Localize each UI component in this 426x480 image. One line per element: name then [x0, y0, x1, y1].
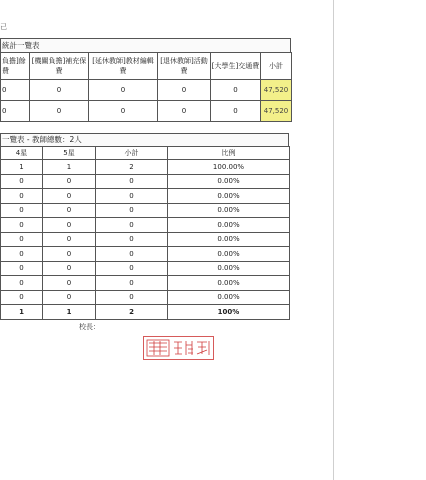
teacher-total-cell: 1 [1, 305, 43, 320]
teacher-cell: 1 [1, 160, 43, 175]
teacher-cell: 1 [43, 160, 96, 175]
teacher-total-cell: 100% [168, 305, 290, 320]
teacher-cell: 0.00% [168, 290, 290, 305]
summary-header: [退休教師]活動費 [158, 53, 211, 80]
teacher-cell: 100.00% [168, 160, 290, 175]
teacher-total-cell: 2 [96, 305, 168, 320]
teacher-row [1, 247, 290, 262]
teacher-row [1, 261, 290, 276]
summary-subtotal-cell: 47,520 [261, 101, 292, 122]
summary-cell: 0 [1, 80, 30, 101]
teacher-cell: 0 [1, 290, 43, 305]
teacher-cell: 0 [1, 232, 43, 247]
summary-cell: 0 [158, 101, 211, 122]
teacher-cell: 0 [1, 174, 43, 189]
summary-row [1, 101, 292, 122]
teacher-total-row [1, 305, 290, 320]
teacher-cell: 0.00% [168, 276, 290, 291]
teacher-cell: 0.00% [168, 174, 290, 189]
teacher-cell: 0.00% [168, 189, 290, 204]
summary-header: 負擔]餘費 [1, 53, 30, 80]
teacher-cell: 0 [43, 174, 96, 189]
teacher-cell: 0 [43, 261, 96, 276]
teacher-cell: 0 [96, 174, 168, 189]
teacher-row [1, 160, 290, 175]
teacher-cell: 0.00% [168, 218, 290, 233]
teacher-cell: 0 [43, 290, 96, 305]
teacher-header: 5星 [43, 147, 96, 160]
teacher-cell: 0.00% [168, 247, 290, 262]
teacher-row [1, 232, 290, 247]
teacher-row [1, 203, 290, 218]
principal-label: 校長： [79, 323, 100, 331]
teacher-cell: 0 [43, 203, 96, 218]
teacher-cell: 0 [1, 247, 43, 262]
summary-cell: 0 [89, 80, 158, 101]
principal-seal-stamp [143, 336, 214, 360]
summary-header: [機關負擔]補充保費 [30, 53, 89, 80]
teacher-cell: 2 [96, 160, 168, 175]
teacher-cell: 0 [96, 290, 168, 305]
teacher-cell: 0 [1, 189, 43, 204]
teacher-cell: 0 [96, 247, 168, 262]
teacher-cell: 0.00% [168, 232, 290, 247]
summary-row [1, 80, 292, 101]
teacher-row [1, 290, 290, 305]
teacher-table-title: 一覽表 - 教師總數：2人 [0, 133, 289, 146]
summary-header: 小計 [261, 53, 292, 80]
summary-subtotal-cell: 47,520 [261, 80, 292, 101]
seal-glyph-strokes [144, 337, 213, 359]
summary-cell: 0 [1, 101, 30, 122]
teacher-cell: 0 [1, 261, 43, 276]
teacher-cell: 0 [96, 261, 168, 276]
summary-header-row [1, 53, 292, 80]
summary-table-title: 統計一覽表 [0, 38, 291, 52]
teacher-row [1, 174, 290, 189]
teacher-cell: 0 [43, 189, 96, 204]
teacher-header-row [1, 147, 290, 160]
summary-cell: 0 [211, 101, 261, 122]
teacher-header: 比例 [168, 147, 290, 160]
teacher-cell: 0.00% [168, 261, 290, 276]
teacher-row [1, 218, 290, 233]
summary-cell: 0 [211, 80, 261, 101]
teacher-row [1, 276, 290, 291]
teacher-cell: 0 [43, 232, 96, 247]
page-edge-line [333, 0, 334, 480]
teacher-header: 小計 [96, 147, 168, 160]
teacher-cell: 0 [96, 232, 168, 247]
teacher-cell: 0 [43, 218, 96, 233]
teacher-cell: 0 [96, 218, 168, 233]
teacher-cell: 0 [1, 203, 43, 218]
teacher-cell: 0 [43, 247, 96, 262]
summary-table [0, 38, 291, 122]
teacher-cell: 0 [96, 276, 168, 291]
teacher-cell: 0.00% [168, 203, 290, 218]
summary-cell: 0 [89, 101, 158, 122]
summary-header: [延休教師]教材編輯費 [89, 53, 158, 80]
summary-cell: 0 [30, 80, 89, 101]
teacher-cell: 0 [43, 276, 96, 291]
teacher-count-table [0, 133, 289, 320]
summary-cell: 0 [158, 80, 211, 101]
teacher-cell: 0 [1, 276, 43, 291]
teacher-cell: 0 [96, 189, 168, 204]
teacher-row [1, 189, 290, 204]
corner-mark: 己 [0, 23, 7, 31]
teacher-cell: 0 [1, 218, 43, 233]
teacher-cell: 0 [96, 203, 168, 218]
teacher-header: 4星 [1, 147, 43, 160]
summary-cell: 0 [30, 101, 89, 122]
summary-header: [大學生]交通費 [211, 53, 261, 80]
teacher-total-cell: 1 [43, 305, 96, 320]
